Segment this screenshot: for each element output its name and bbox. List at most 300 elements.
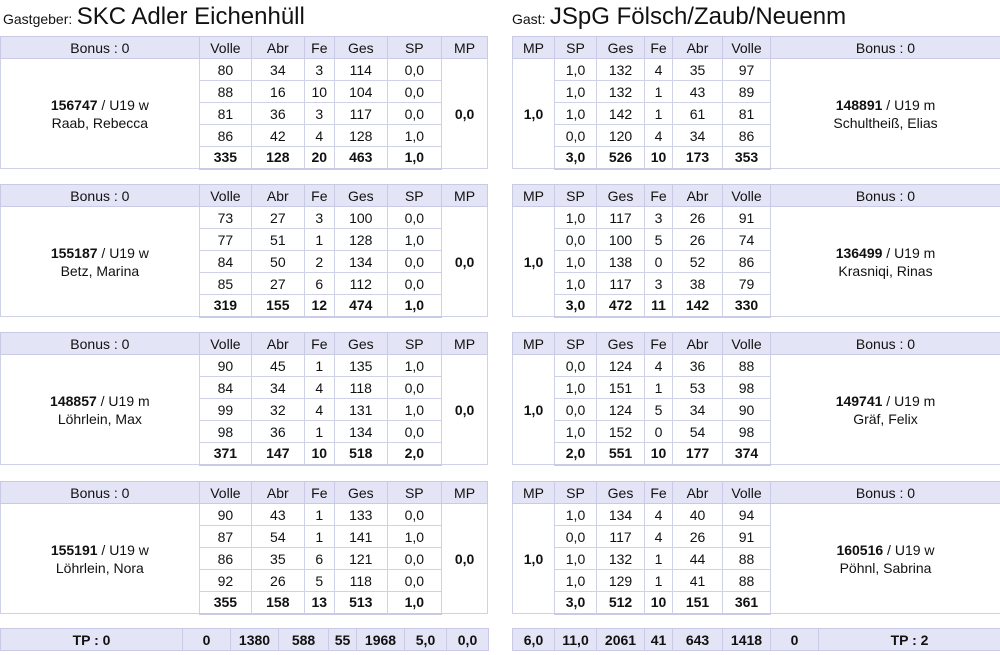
- home-label: Gastgeber:: [3, 11, 73, 27]
- player-id: 149741: [835, 392, 883, 409]
- mp-header: MP: [513, 482, 555, 504]
- lane-abr: 26: [673, 207, 723, 229]
- lane-volle: 81: [199, 103, 251, 125]
- sum-abr: 158: [252, 592, 304, 614]
- sum-sp: 1,0: [387, 592, 442, 614]
- player-id: 136499: [835, 244, 883, 261]
- lane-fe: 1: [645, 377, 673, 399]
- fe-header: Fe: [645, 37, 673, 59]
- sum-volle: 335: [199, 147, 251, 169]
- player-name: Krasniqi, Rinas: [838, 262, 933, 279]
- sum-abr: 142: [673, 295, 723, 317]
- lane-sp: 1,0: [555, 207, 597, 229]
- ges-header: Ges: [597, 185, 645, 207]
- lane-fe: 5: [304, 570, 335, 592]
- lane-fe: 1: [645, 81, 673, 103]
- home-player-table: [0, 332, 488, 466]
- lane-row: [513, 207, 1000, 229]
- mp-header: MP: [442, 185, 488, 207]
- bonus-header: Bonus : 0: [1, 37, 200, 59]
- player-info: [771, 355, 1000, 465]
- sum-sp: 2,0: [387, 443, 442, 465]
- sum-ges: 551: [597, 443, 645, 465]
- lane-row: [1, 207, 488, 229]
- guest-total-volle: 1418: [723, 629, 771, 651]
- lane-ges: 134: [335, 421, 387, 443]
- volle-header: Volle: [723, 37, 771, 59]
- lane-sp: 0,0: [387, 421, 442, 443]
- lane-fe: 1: [645, 103, 673, 125]
- table-header: [1, 185, 488, 207]
- home-player-table: [0, 184, 488, 318]
- bonus-header: Bonus : 0: [1, 185, 200, 207]
- lane-ges: 112: [335, 273, 387, 295]
- abr-header: Abr: [252, 37, 304, 59]
- sum-volle: 371: [199, 443, 251, 465]
- lane-sp: 0,0: [387, 273, 442, 295]
- lane-sp: 0,0: [387, 103, 442, 125]
- abr-header: Abr: [673, 37, 723, 59]
- sum-fe: 10: [304, 443, 335, 465]
- fe-header: Fe: [304, 37, 335, 59]
- lane-ges: 118: [335, 570, 387, 592]
- match-points: 0,0: [442, 355, 488, 465]
- ges-header: Ges: [597, 333, 645, 355]
- guest-team-title: [512, 2, 846, 32]
- match-points: 0,0: [442, 59, 488, 169]
- player-class: / U19 m: [882, 244, 936, 261]
- lane-abr: 34: [673, 399, 723, 421]
- lane-row: [1, 59, 488, 81]
- lane-ges: 132: [597, 81, 645, 103]
- lane-sp: 0,0: [555, 229, 597, 251]
- guest-player-table: [512, 481, 1000, 615]
- lane-volle: 90: [199, 355, 251, 377]
- sum-fe: 10: [645, 147, 673, 169]
- table-header: [513, 333, 1000, 355]
- sum-abr: 147: [252, 443, 304, 465]
- lane-volle: 87: [199, 526, 251, 548]
- lane-sp: 0,0: [555, 125, 597, 147]
- guest-total-fe: 41: [645, 629, 673, 651]
- lane-volle: 84: [199, 251, 251, 273]
- lane-volle: 81: [723, 103, 771, 125]
- guest-total-bonus: 0: [771, 629, 819, 651]
- ges-header: Ges: [597, 37, 645, 59]
- lane-ges: 129: [597, 570, 645, 592]
- abr-header: Abr: [252, 185, 304, 207]
- lane-ges: 120: [597, 125, 645, 147]
- lane-sp: 1,0: [555, 81, 597, 103]
- lane-fe: 1: [304, 229, 335, 251]
- guest-total-abr: 643: [673, 629, 723, 651]
- lane-sp: 0,0: [387, 377, 442, 399]
- lane-sp: 1,0: [387, 355, 442, 377]
- lane-fe: 4: [645, 355, 673, 377]
- lane-sp: 1,0: [387, 229, 442, 251]
- lane-abr: 38: [673, 273, 723, 295]
- home-team-title: [3, 2, 305, 32]
- guest-player-table: [512, 36, 1000, 170]
- lane-volle: 77: [199, 229, 251, 251]
- lane-abr: 45: [252, 355, 304, 377]
- sum-fe: 12: [304, 295, 335, 317]
- home-player-table: [0, 36, 488, 170]
- player-id: 155187: [50, 244, 98, 261]
- lane-sp: 0,0: [555, 355, 597, 377]
- player-id: 148891: [835, 96, 883, 113]
- lane-ges: 121: [335, 548, 387, 570]
- lane-abr: 42: [252, 125, 304, 147]
- lane-abr: 40: [673, 504, 723, 526]
- volle-header: Volle: [723, 185, 771, 207]
- lane-fe: 10: [304, 81, 335, 103]
- home-total-volle: 1380: [231, 629, 279, 651]
- guest-totals-row: [512, 628, 1000, 651]
- lane-sp: 1,0: [555, 273, 597, 295]
- sum-fe: 10: [645, 443, 673, 465]
- lane-fe: 4: [304, 377, 335, 399]
- sp-header: SP: [555, 333, 597, 355]
- player-name: Schultheiß, Elias: [833, 114, 938, 131]
- home-total-sp: 5,0: [405, 629, 447, 651]
- volle-header: Volle: [723, 482, 771, 504]
- lane-sp: 0,0: [387, 570, 442, 592]
- sum-sp: 1,0: [387, 147, 442, 169]
- abr-header: Abr: [673, 482, 723, 504]
- fe-header: Fe: [645, 482, 673, 504]
- sum-abr: 128: [252, 147, 304, 169]
- match-points: 1,0: [513, 207, 555, 317]
- lane-sp: 0,0: [555, 399, 597, 421]
- sp-header: SP: [387, 37, 442, 59]
- lane-fe: 1: [304, 421, 335, 443]
- lane-ges: 117: [597, 273, 645, 295]
- sp-header: SP: [387, 185, 442, 207]
- lane-ges: 128: [335, 125, 387, 147]
- lane-volle: 79: [723, 273, 771, 295]
- ges-header: Ges: [335, 37, 387, 59]
- fe-header: Fe: [645, 185, 673, 207]
- lane-abr: 26: [673, 526, 723, 548]
- lane-abr: 50: [252, 251, 304, 273]
- abr-header: Abr: [252, 333, 304, 355]
- sum-abr: 155: [252, 295, 304, 317]
- player-name: Löhrlein, Nora: [55, 559, 144, 576]
- lane-ges: 114: [335, 59, 387, 81]
- sum-sp: 3,0: [555, 592, 597, 614]
- lane-abr: 61: [673, 103, 723, 125]
- lane-ges: 118: [335, 377, 387, 399]
- lane-fe: 3: [645, 273, 673, 295]
- lane-sp: 0,0: [387, 207, 442, 229]
- bonus-header: Bonus : 0: [771, 185, 1000, 207]
- volle-header: Volle: [199, 37, 251, 59]
- lane-fe: 4: [645, 526, 673, 548]
- lane-sp: 0,0: [387, 81, 442, 103]
- sum-ges: 518: [335, 443, 387, 465]
- sp-header: SP: [555, 482, 597, 504]
- volle-header: Volle: [199, 333, 251, 355]
- guest-tp: TP : 2: [819, 629, 1000, 651]
- guest-player-table: [512, 184, 1000, 318]
- guest-total-ges: 2061: [597, 629, 645, 651]
- player-info: [771, 504, 1000, 614]
- lane-ges: 117: [597, 526, 645, 548]
- lane-volle: 84: [199, 377, 251, 399]
- lane-fe: 6: [304, 548, 335, 570]
- bonus-header: Bonus : 0: [771, 37, 1000, 59]
- lane-volle: 98: [723, 377, 771, 399]
- fe-header: Fe: [304, 185, 335, 207]
- lane-ges: 124: [597, 355, 645, 377]
- ges-header: Ges: [597, 482, 645, 504]
- lane-volle: 92: [199, 570, 251, 592]
- lane-fe: 0: [645, 421, 673, 443]
- sum-volle: 353: [723, 147, 771, 169]
- home-total-bonus: 0: [183, 629, 231, 651]
- sum-volle: 374: [723, 443, 771, 465]
- lane-volle: 99: [199, 399, 251, 421]
- lane-row: [513, 59, 1000, 81]
- sum-ges: 474: [335, 295, 387, 317]
- sum-abr: 177: [673, 443, 723, 465]
- lane-fe: 1: [304, 504, 335, 526]
- sp-header: SP: [555, 185, 597, 207]
- mp-header: MP: [513, 185, 555, 207]
- lane-fe: 3: [304, 59, 335, 81]
- lane-abr: 36: [252, 103, 304, 125]
- lane-fe: 4: [645, 504, 673, 526]
- lane-fe: 6: [304, 273, 335, 295]
- match-points: 0,0: [442, 207, 488, 317]
- lane-fe: 3: [304, 207, 335, 229]
- player-info: [1, 504, 200, 614]
- fe-header: Fe: [304, 482, 335, 504]
- lane-fe: 4: [304, 125, 335, 147]
- table-header: [513, 37, 1000, 59]
- match-points: 1,0: [513, 504, 555, 614]
- table-header: [513, 482, 1000, 504]
- lane-sp: 1,0: [555, 377, 597, 399]
- lane-sp: 1,0: [555, 421, 597, 443]
- lane-volle: 73: [199, 207, 251, 229]
- player-info: [771, 59, 1000, 169]
- sum-fe: 11: [645, 295, 673, 317]
- lane-volle: 98: [723, 421, 771, 443]
- lane-sp: 0,0: [387, 548, 442, 570]
- lane-fe: 1: [304, 355, 335, 377]
- lane-sp: 1,0: [555, 504, 597, 526]
- sum-sp: 1,0: [387, 295, 442, 317]
- player-name: Betz, Marina: [60, 262, 140, 279]
- lane-volle: 91: [723, 526, 771, 548]
- lane-abr: 26: [252, 570, 304, 592]
- lane-fe: 5: [645, 399, 673, 421]
- lane-volle: 88: [723, 548, 771, 570]
- lane-fe: 4: [304, 399, 335, 421]
- guest-team-name: JSpG Fölsch/Zaub/Neuenm: [549, 3, 847, 30]
- lane-volle: 86: [199, 548, 251, 570]
- lane-ges: 152: [597, 421, 645, 443]
- match-points: 1,0: [513, 355, 555, 465]
- lane-abr: 43: [252, 504, 304, 526]
- lane-abr: 36: [252, 421, 304, 443]
- player-class: / U19 m: [882, 392, 936, 409]
- lane-abr: 41: [673, 570, 723, 592]
- lane-volle: 86: [723, 251, 771, 273]
- mp-header: MP: [513, 333, 555, 355]
- home-total-mp: 0,0: [447, 629, 489, 651]
- lane-fe: 3: [304, 103, 335, 125]
- lane-fe: 5: [645, 229, 673, 251]
- bonus-header: Bonus : 0: [771, 482, 1000, 504]
- home-total-abr: 588: [279, 629, 329, 651]
- sum-sp: 3,0: [555, 147, 597, 169]
- bonus-header: Bonus : 0: [1, 482, 200, 504]
- match-points: 0,0: [442, 504, 488, 614]
- sum-sp: 2,0: [555, 443, 597, 465]
- player-id: 160516: [836, 541, 884, 558]
- sum-ges: 463: [335, 147, 387, 169]
- mp-header: MP: [442, 37, 488, 59]
- guest-total-mp: 6,0: [513, 629, 555, 651]
- lane-volle: 90: [199, 504, 251, 526]
- lane-ges: 142: [597, 103, 645, 125]
- lane-volle: 97: [723, 59, 771, 81]
- lane-abr: 27: [252, 207, 304, 229]
- lane-abr: 36: [673, 355, 723, 377]
- lane-volle: 86: [199, 125, 251, 147]
- player-class: / U19 m: [96, 392, 150, 409]
- player-class: / U19 w: [883, 541, 935, 558]
- player-info: [1, 59, 200, 169]
- lane-abr: 26: [673, 229, 723, 251]
- table-header: [1, 482, 488, 504]
- player-name: Raab, Rebecca: [51, 114, 149, 131]
- lane-row: [1, 355, 488, 377]
- home-total-ges: 1968: [357, 629, 405, 651]
- bonus-header: Bonus : 0: [1, 333, 200, 355]
- lane-volle: 89: [723, 81, 771, 103]
- lane-sp: 1,0: [555, 59, 597, 81]
- lane-volle: 86: [723, 125, 771, 147]
- sp-header: SP: [387, 333, 442, 355]
- ges-header: Ges: [335, 482, 387, 504]
- sum-ges: 512: [597, 592, 645, 614]
- lane-abr: 54: [252, 526, 304, 548]
- table-header: [1, 333, 488, 355]
- fe-header: Fe: [304, 333, 335, 355]
- lane-sp: 1,0: [555, 103, 597, 125]
- lane-abr: 32: [252, 399, 304, 421]
- sum-volle: 330: [723, 295, 771, 317]
- lane-ges: 133: [335, 504, 387, 526]
- sum-volle: 355: [199, 592, 251, 614]
- lane-volle: 91: [723, 207, 771, 229]
- sum-sp: 3,0: [555, 295, 597, 317]
- lane-volle: 80: [199, 59, 251, 81]
- mp-header: MP: [442, 333, 488, 355]
- sum-abr: 173: [673, 147, 723, 169]
- lane-ges: 134: [335, 251, 387, 273]
- player-id: 155191: [50, 541, 98, 558]
- lane-abr: 35: [252, 548, 304, 570]
- lane-abr: 27: [252, 273, 304, 295]
- abr-header: Abr: [252, 482, 304, 504]
- sum-abr: 151: [673, 592, 723, 614]
- player-class: / U19 w: [97, 244, 149, 261]
- lane-abr: 35: [673, 59, 723, 81]
- home-totals-row: [0, 628, 489, 651]
- lane-sp: 0,0: [387, 251, 442, 273]
- lane-fe: 2: [304, 251, 335, 273]
- lane-fe: 4: [645, 59, 673, 81]
- lane-fe: 1: [645, 548, 673, 570]
- volle-header: Volle: [199, 185, 251, 207]
- fe-header: Fe: [645, 333, 673, 355]
- lane-ges: 138: [597, 251, 645, 273]
- home-player-table: [0, 481, 488, 615]
- volle-header: Volle: [723, 333, 771, 355]
- sum-fe: 10: [645, 592, 673, 614]
- sum-volle: 319: [199, 295, 251, 317]
- lane-sp: 1,0: [555, 251, 597, 273]
- player-class: / U19 m: [882, 96, 936, 113]
- lane-sp: 1,0: [555, 570, 597, 592]
- lane-row: [1, 504, 488, 526]
- lane-abr: 51: [252, 229, 304, 251]
- lane-abr: 34: [252, 59, 304, 81]
- abr-header: Abr: [673, 333, 723, 355]
- home-team-name: SKC Adler Eichenhüll: [76, 3, 305, 30]
- player-name: Gräf, Felix: [853, 410, 918, 427]
- lane-sp: 1,0: [555, 548, 597, 570]
- guest-player-table: [512, 332, 1000, 466]
- lane-sp: 1,0: [387, 125, 442, 147]
- lane-ges: 135: [335, 355, 387, 377]
- lane-abr: 34: [252, 377, 304, 399]
- lane-abr: 52: [673, 251, 723, 273]
- abr-header: Abr: [673, 185, 723, 207]
- lane-row: [513, 355, 1000, 377]
- sum-fe: 20: [304, 147, 335, 169]
- lane-ges: 100: [335, 207, 387, 229]
- ges-header: Ges: [335, 333, 387, 355]
- sum-fe: 13: [304, 592, 335, 614]
- lane-sp: 1,0: [387, 399, 442, 421]
- player-class: / U19 w: [97, 96, 149, 113]
- sp-header: SP: [555, 37, 597, 59]
- player-info: [1, 355, 200, 465]
- lane-abr: 53: [673, 377, 723, 399]
- lane-fe: 1: [645, 570, 673, 592]
- lane-ges: 131: [335, 399, 387, 421]
- table-header: [1, 37, 488, 59]
- player-class: / U19 w: [97, 541, 149, 558]
- lane-volle: 98: [199, 421, 251, 443]
- lane-ges: 128: [335, 229, 387, 251]
- home-total-fe: 55: [329, 629, 357, 651]
- lane-ges: 117: [335, 103, 387, 125]
- table-header: [513, 185, 1000, 207]
- player-info: [771, 207, 1000, 317]
- sum-ges: 526: [597, 147, 645, 169]
- lane-ges: 134: [597, 504, 645, 526]
- lane-ges: 132: [597, 59, 645, 81]
- lane-row: [513, 504, 1000, 526]
- lane-abr: 54: [673, 421, 723, 443]
